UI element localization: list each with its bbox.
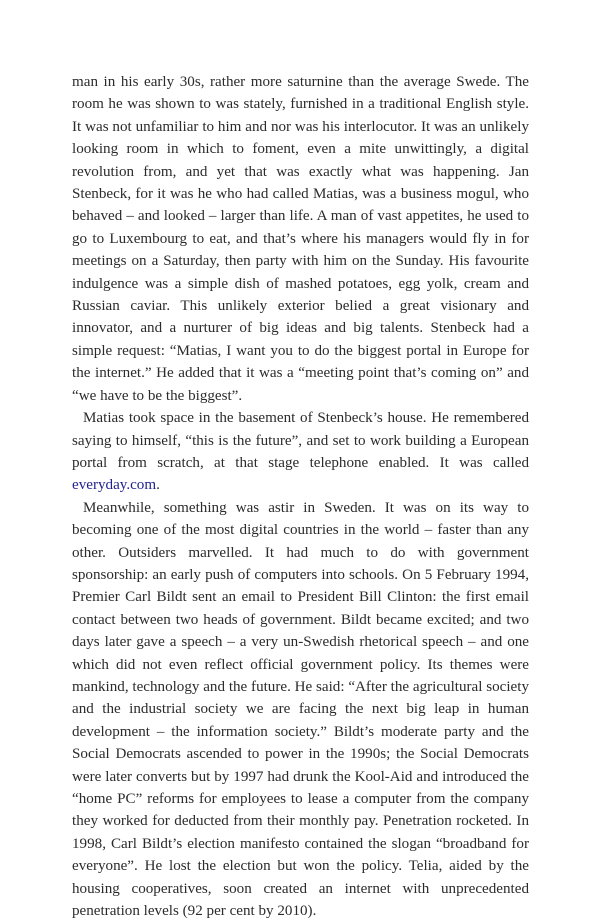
- paragraph-text-end: .: [156, 477, 160, 494]
- paragraph-stenbeck: man in his early 30s, rather more saturnine than the average Swede. The room he was shown to was stately, furnished in a traditional English style. It was not unfamiliar to him and nor was his interlocutor. It was an unlikely looking room in which to foment, even a mite unwittingly, a digital revolution from, and yet that was exactly what was happening. Jan Stenbeck, for it was he who had called Matias, was a business mogul, who behaved – and looked – larger than life. A man of vast appetites, he used to go to Luxembourg to eat, and that’s where his managers would fly in for meetings on a Saturday, then party with him on the Sunday. His favourite indulgence was a simple dish of mashed potatoes, egg yolk, cream and Russian caviar. This unlikely exterior belied a great visionary and innovator, and a nurturer of big ideas and big talents. Stenbeck had a simple request: “Matias, I want you to do the biggest portal in Europe for the internet.” He added that it was a “meeting point that’s coming on” and “we have to be the biggest”.: [72, 74, 529, 404]
- everyday-link[interactable]: everyday.com: [72, 477, 157, 494]
- document-page: [72, 71, 529, 922]
- paragraph-sweden-digital: Meanwhile, something was astir in Sweden. It was on its way to becoming one of the most digital countries in the world – faster than any other. Outsiders marvelled. It had much to do with government sponsorship: an early push of computers into schools. On 5 February 1994, Premier Carl Bildt sent an email to President Bill Clinton: the first email contact between two heads of government. Bildt became excited; and two days later gave a speech – a very un-Swedish rhetorical speech – and one which did not even reflect official government policy. Its themes were mankind, technology and the future. He said: “After the agricultural society and the industrial society we are facing the next big leap in human development – the information society.” Bildt’s moderate party and the Social Democrats ascended to power in the 1990s; the Social Democrats were later converts but by 1997 had drunk the Kool-Aid and introduced the “home PC” reforms for employees to lease a computer from the company they worked for deducted from their monthly pay. Penetration rocketed. In 1998, Carl Bildt’s election manifesto contained the slogan “broadband for everyone”. He lost the election but won the policy. Telia, aided by the housing cooperatives, soon created an internet with unprecedented penetration levels (92 per cent by 2010).: [72, 499, 529, 920]
- paragraph-matias-portal: [72, 407, 529, 497]
- paragraph-text: Matias took space in the basement of Stenbeck’s house. He remembered saying to himself, “this is the future”, and set to work building a European portal from scratch, at that stage telephone enabled. It was called: [72, 410, 529, 471]
